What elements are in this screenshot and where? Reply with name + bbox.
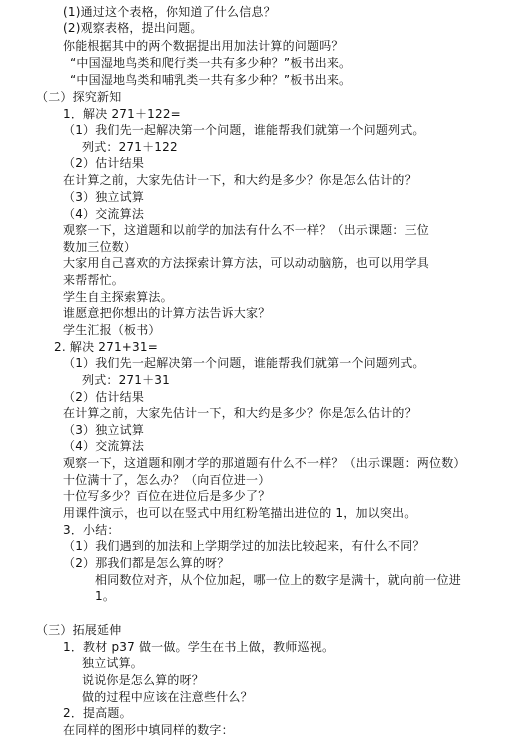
text-line: 你能根据其中的两个数据提出用加法计算的问题吗？ [63,39,344,53]
section-heading: （三）拓展延伸 [36,623,122,637]
text-line: “中国湿地鸟类和爬行类一共有多少种？”板书出来。 [70,56,352,70]
text-line: 1．解决 271＋122= [63,107,181,121]
text-line: （2）估计结果 [63,390,145,404]
text-line: 1．教材 p37 做一做。学生在书上做，教师巡视。 [63,640,335,654]
text-line: 在同样的图形中填同样的数字： [63,723,234,737]
text-line: 说说你是怎么算的呀？ [82,673,205,687]
text-line: 在计算之前，大家先估计一下，和大约是多少？你是怎么估计的？ [63,173,417,187]
text-line: 十位满十了，怎么办？（向百位进一） [63,473,271,487]
text-line: 谁愿意把你想出的计算方法告诉大家？ [63,306,271,320]
text-line: 3．小结： [63,523,120,537]
text-line: 2. 解决 271+31= [54,340,158,354]
text-line: （3）独立试算 [63,423,145,437]
text-line: 用课件演示，也可以在竖式中用红粉笔描出进位的 1，加以突出。 [63,506,417,520]
text-line: 来帮帮忙。 [63,273,125,287]
text-line: 学生汇报（板书） [63,323,161,337]
text-line: 做的过程中应该在注意些什么？ [82,690,253,704]
text-line: 观察一下，这道题和以前学的加法有什么不一样？（出示课题：三位 [63,223,430,237]
text-line: 在计算之前，大家先估计一下，和大约是多少？你是怎么估计的？ [63,406,417,420]
text-line: 列式：271＋31 [82,373,170,387]
text-line: (2)观察表格，提出问题。 [63,21,203,35]
text-line: （3）独立试算 [63,190,145,204]
text-line: 相同数位对齐，从个位加起，哪一位上的数字是满十，就向前一位进 [95,573,462,587]
text-line: （1）我们先一起解决第一个问题，谁能帮我们就第一个问题列式。 [63,123,425,137]
text-line: （2）那我们都是怎么算的呀？ [63,556,230,570]
text-line: （4）交流算法 [63,207,145,221]
text-line: 观察一下，这道题和刚才学的那道题有什么不一样？（出示课题：两位数） [63,456,466,470]
text-line: 独立试算。 [82,656,144,670]
text-line: 2．提高题。 [63,706,132,720]
text-line: 学生自主探索算法。 [63,290,173,304]
section-heading: （二）探究新知 [36,90,122,104]
text-line: “中国湿地鸟类和哺乳类一共有多少种？”板书出来。 [70,73,352,87]
text-line: （2）估计结果 [63,156,145,170]
text-line: （1）我们遇到的加法和上学期学过的加法比较起来，有什么不同？ [63,539,425,553]
text-line: 数加三位数） [63,240,137,254]
text-line: （4）交流算法 [63,439,145,453]
text-line: 十位写多少？百位在进位后是多少了？ [63,489,271,503]
text-line: (1)通过这个表格，你知道了什么信息？ [63,5,276,19]
text-line: 大家用自己喜欢的方法探索计算方法，可以动动脑筋，也可以用学具 [63,256,430,270]
text-line: 1。 [95,589,116,603]
text-line: （1）我们先一起解决第一个问题，谁能帮我们就第一个问题列式。 [63,356,425,370]
text-line: 列式：271＋122 [82,140,178,154]
